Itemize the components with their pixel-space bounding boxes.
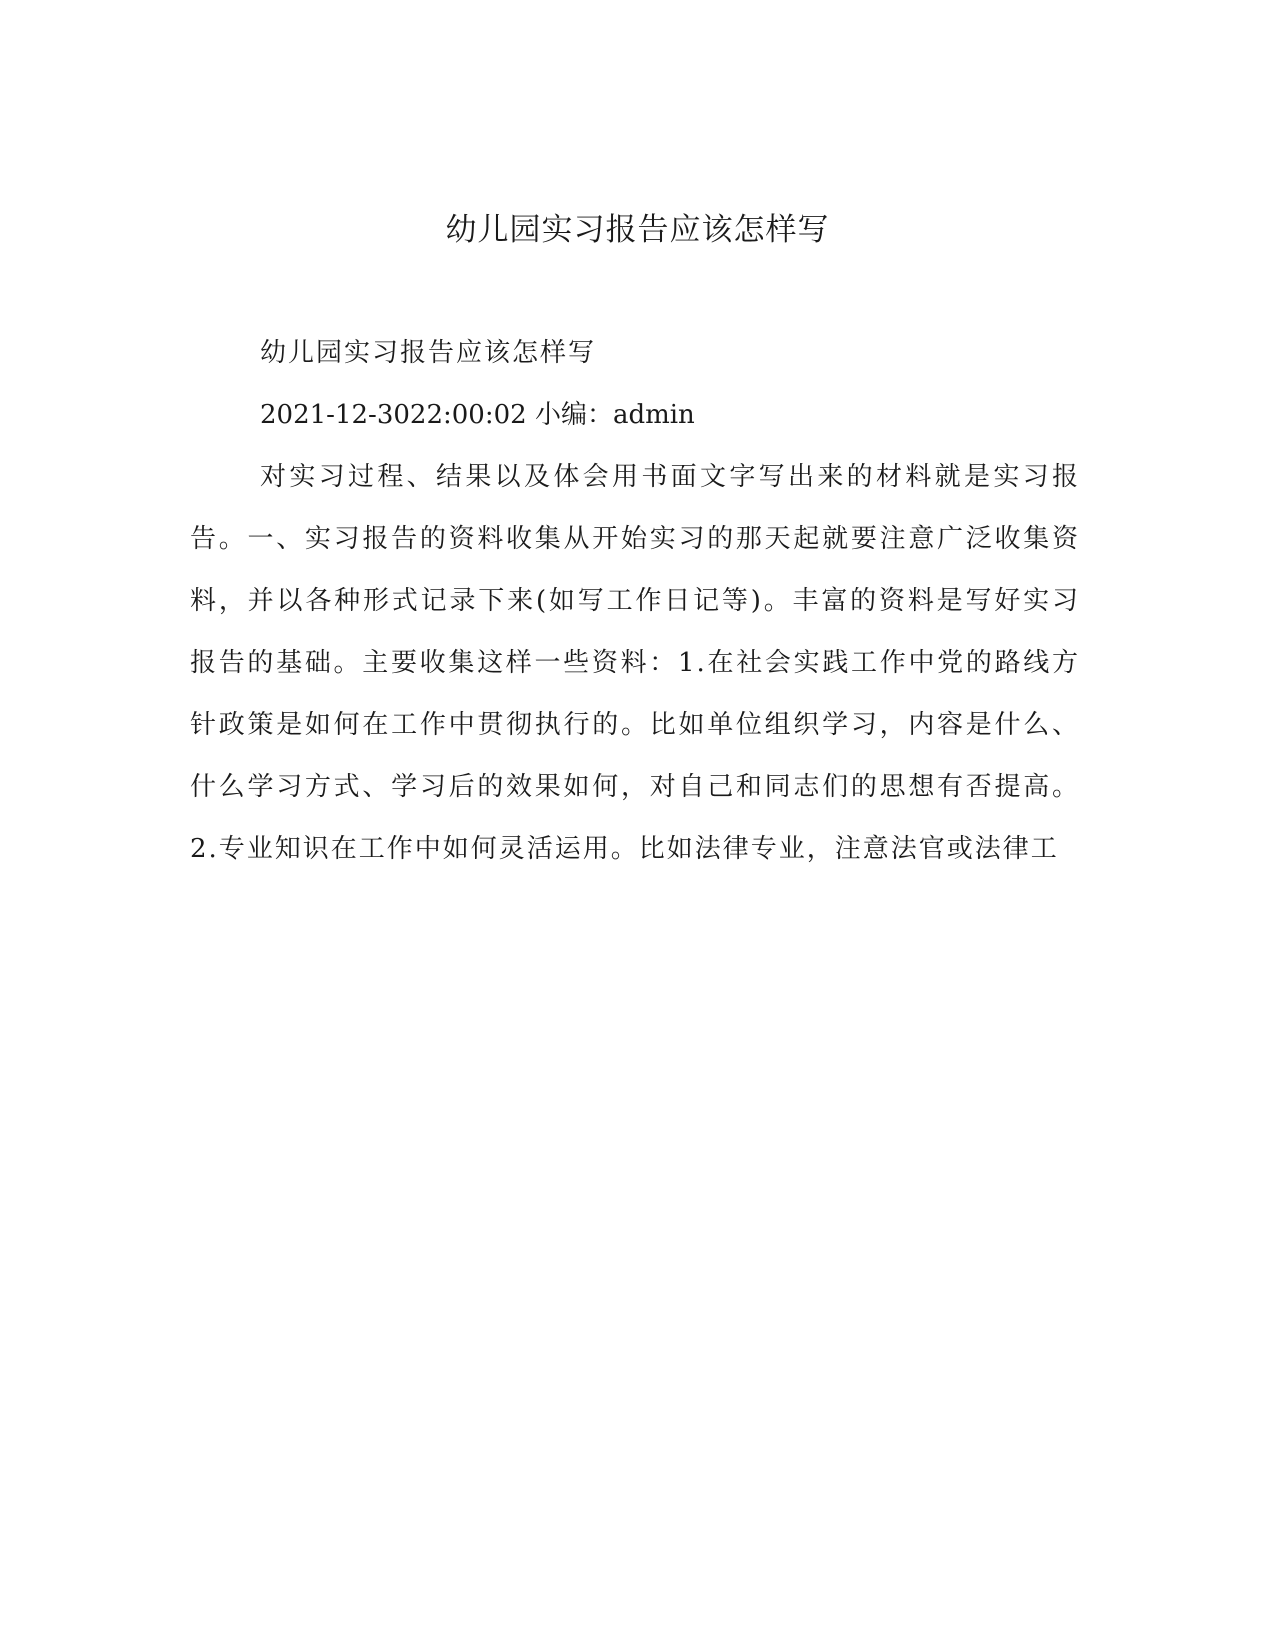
document-title: 幼儿园实习报告应该怎样写 bbox=[445, 212, 830, 248]
article-subtitle: 幼儿园实习报告应该怎样写 bbox=[260, 338, 597, 368]
article-paragraph: 对实习过程、结果以及体会用书面文字写出来的材料就是实习报告。一、实习报告的资料收集从开始实习的那天起就要注意广泛收集资料，并以各种形式记录下来(如写工作日记等)。丰富的资料是写好实习报告的基础。主要收集这样一些资料：1.在社会实践工作中党的路线方针政策是如何在工作中贯彻执行的。比如单位组织学习，内容是什么、什么学习方式、学习后的效果如何，对自己和同志们的思想有否提高。2.专业知识在工作中如何灵活运用。比如法律专业，注意法官或法律工 bbox=[190, 462, 1080, 864]
article-meta: 2021-12-3022:00:02 小编：admin bbox=[260, 400, 695, 430]
